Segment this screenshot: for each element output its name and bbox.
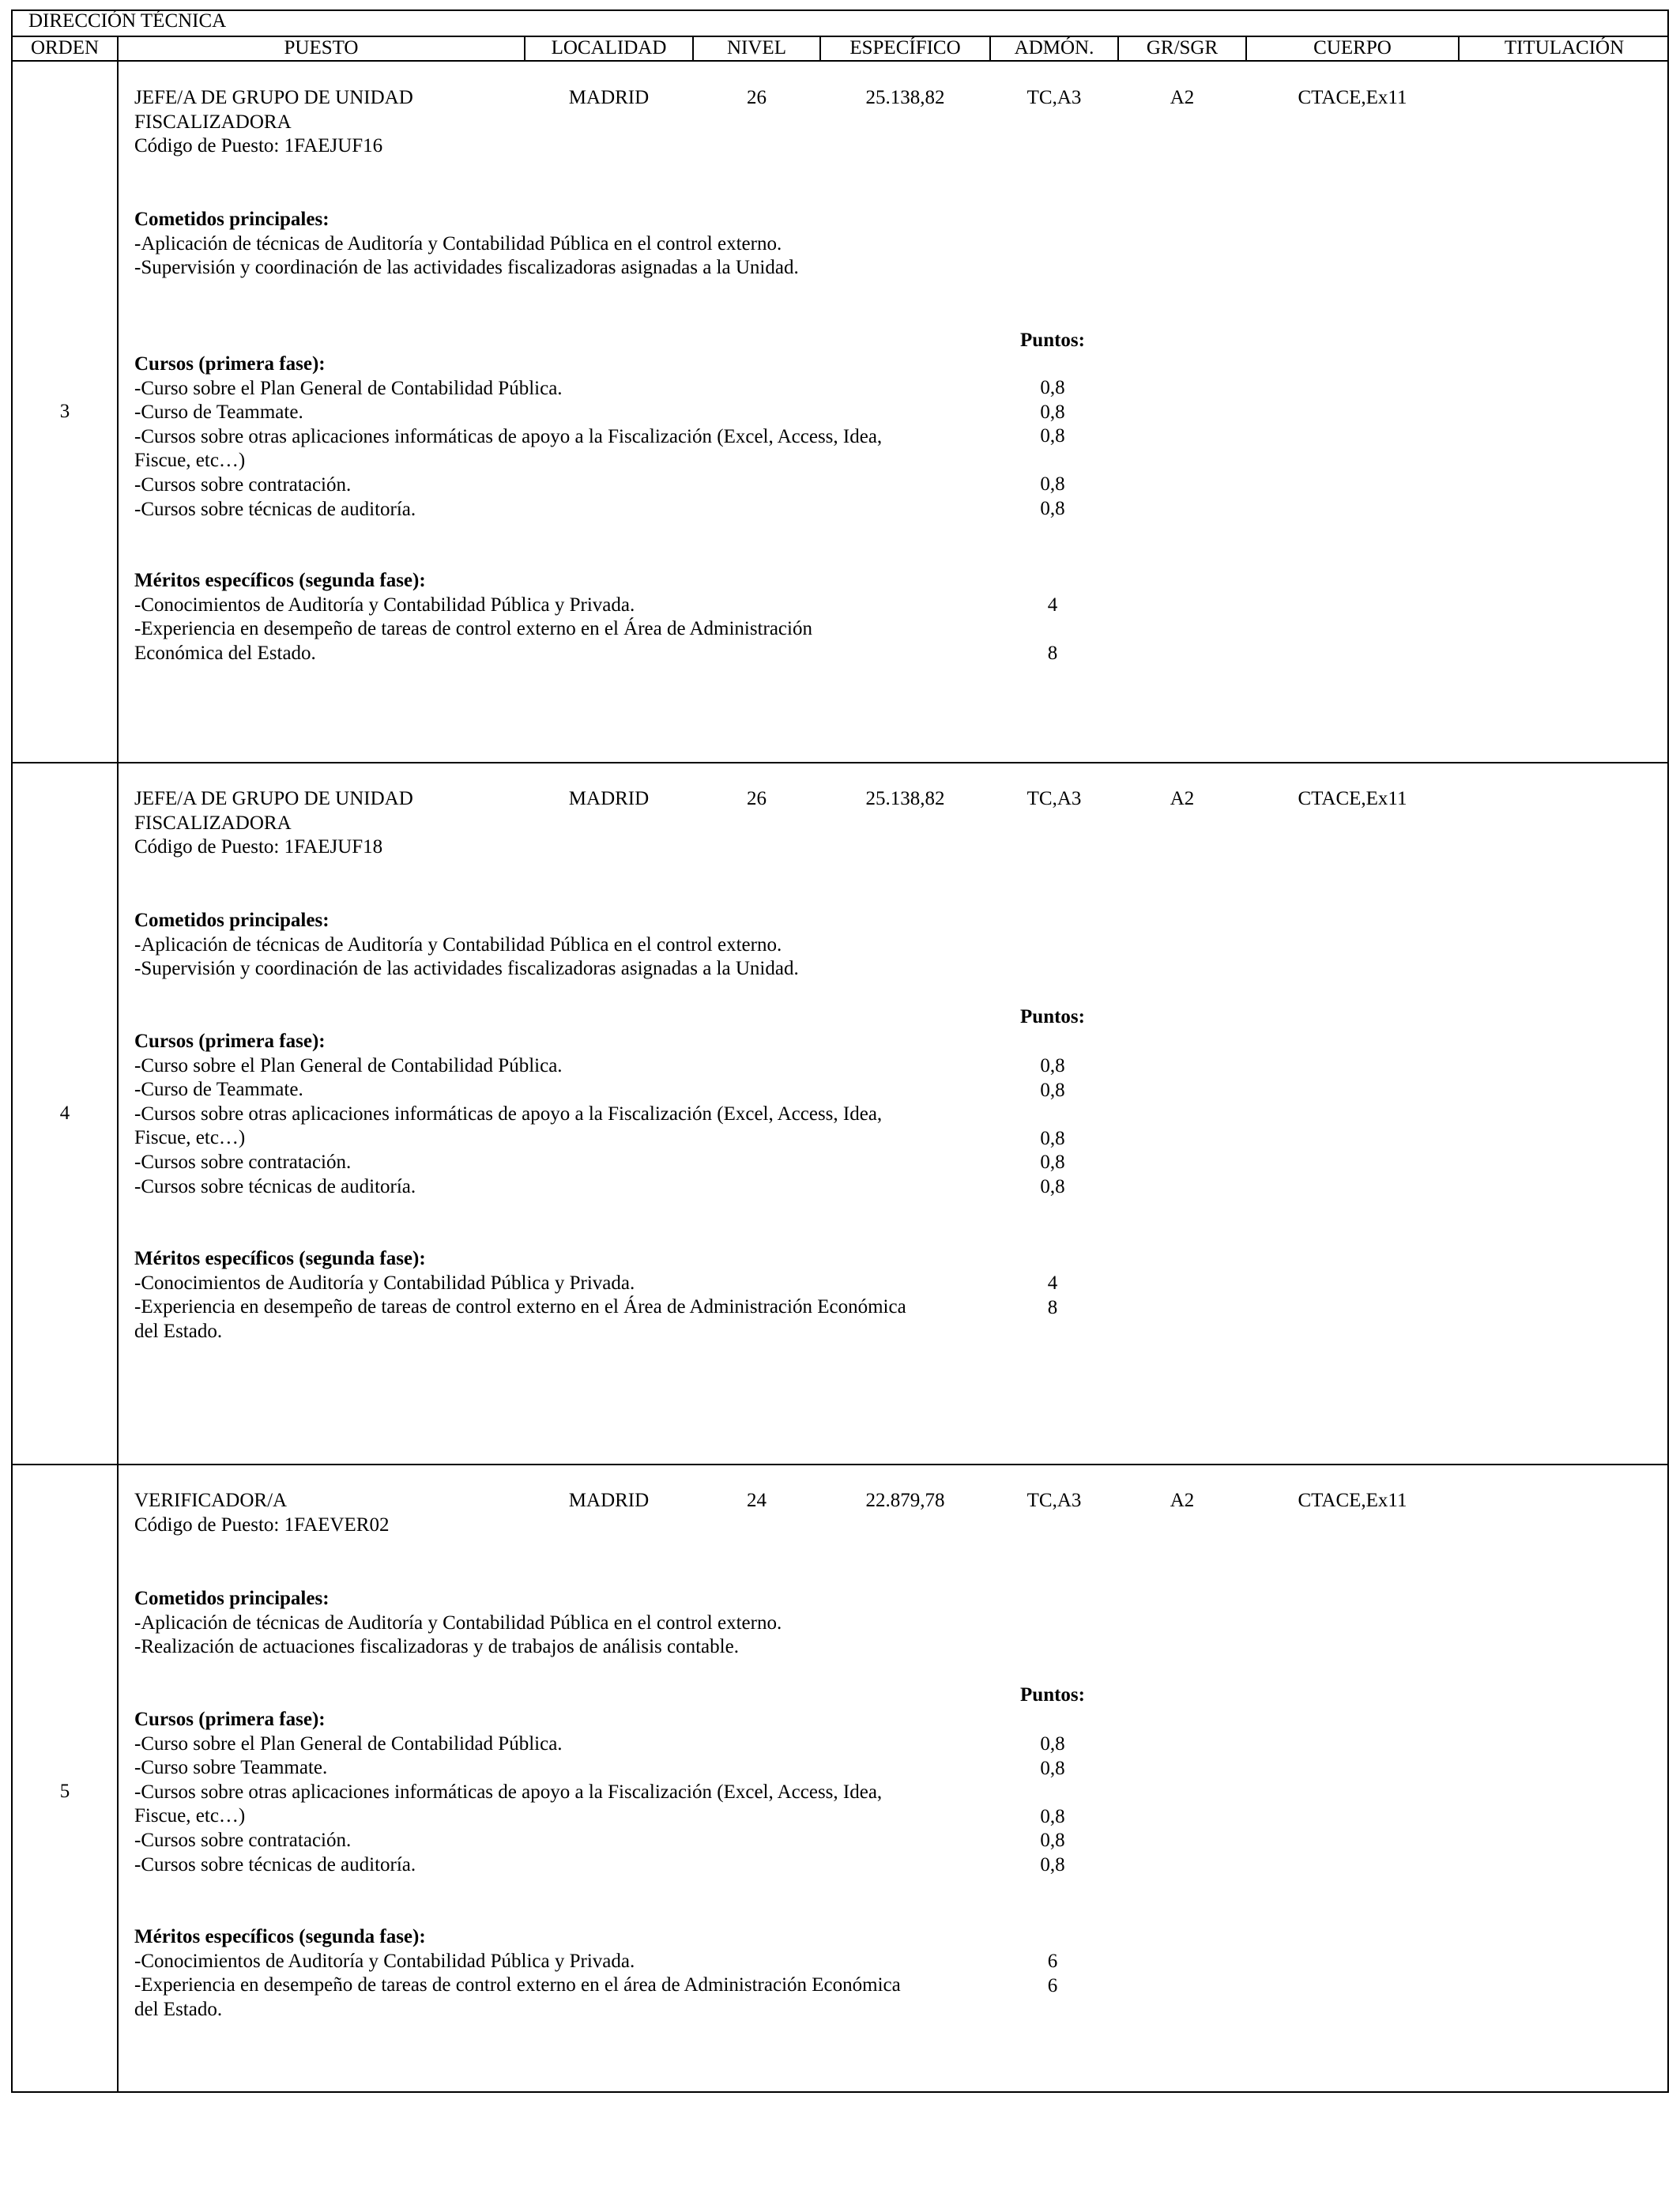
cursos-section — [134, 352, 882, 522]
curso-points-value: 0,8 — [1040, 1853, 1065, 1875]
merito-item: -Conocimientos de Auditoría y Contabilidad Pública y Privada. — [134, 594, 635, 616]
puesto-code: Código de Puesto: 1FAEJUF18 — [134, 836, 383, 858]
cursos-heading: Cursos (primera fase): — [134, 1031, 326, 1052]
curso-item: -Curso sobre el Plan General de Contabilidad Pública. — [134, 1054, 563, 1076]
gr-sgr-cell: A2 — [1170, 788, 1195, 809]
merito-item: del Estado. — [134, 1998, 223, 2020]
meritos-points — [1017, 1950, 1088, 1998]
merito-item: -Conocimientos de Auditoría y Contabilidad Pública y Privada. — [134, 1950, 635, 1972]
cometido-item: -Aplicación de técnicas de Auditoría y Contabilidad Pública en el control externo. — [134, 933, 782, 956]
puesto-code: Código de Puesto: 1FAEJUF16 — [134, 135, 383, 157]
curso-item: -Curso de Teammate. — [134, 401, 303, 424]
cometidos-heading: Cometidos principales: — [134, 910, 330, 931]
merito-points-value: 6 — [1047, 1974, 1058, 1996]
curso-item: Fiscue, etc…) — [134, 1127, 246, 1149]
column-header-puesto: PUESTO — [284, 37, 359, 58]
row-orden: 4 — [59, 1103, 70, 1124]
curso-points-value: 0,8 — [1040, 1830, 1065, 1852]
curso-points-value — [1017, 449, 1088, 473]
merito-item: -Experiencia en desempeño de tareas de control externo en el área de Administración Económica — [134, 1974, 901, 1996]
row-orden: 3 — [59, 401, 70, 422]
admon-cell: TC,A3 — [1026, 87, 1082, 108]
especifico-cell: 22.879,78 — [865, 1490, 945, 1511]
curso-points-value — [1017, 1781, 1088, 1805]
puesto-title-line: JEFE/A DE GRUPO DE UNIDAD — [134, 788, 413, 809]
nivel-cell: 26 — [747, 87, 767, 108]
curso-points-value: 0,8 — [1040, 1733, 1065, 1755]
cursos-section — [134, 1030, 882, 1199]
curso-points-value: 0,8 — [1040, 1152, 1065, 1174]
column-header-localidad: LOCALIDAD — [551, 37, 667, 58]
orden-column-divider — [117, 61, 119, 2092]
column-header-cuerpo: CUERPO — [1313, 37, 1392, 58]
merito-item: -Experiencia en desempeño de tareas de control externo en el Área de Administración — [134, 618, 812, 640]
cursos-points — [1017, 376, 1088, 522]
meritos-heading: Méritos específicos (segunda fase): — [134, 1248, 426, 1269]
especifico-cell: 25.138,82 — [865, 788, 945, 809]
admon-cell: TC,A3 — [1026, 788, 1082, 809]
cursos-points — [1017, 1054, 1088, 1200]
cuerpo-cell: CTACE,Ex11 — [1298, 87, 1407, 108]
curso-item: -Cursos sobre contratación. — [134, 1829, 352, 1851]
merito-points-value: 8 — [1047, 643, 1058, 665]
column-header-gr-sgr: GR/SGR — [1146, 37, 1219, 58]
cometidos-heading: Cometidos principales: — [134, 209, 330, 230]
curso-points-value: 0,8 — [1040, 1079, 1065, 1101]
merito-points-value: 4 — [1047, 594, 1058, 616]
cursos-heading: Cursos (primera fase): — [134, 353, 326, 375]
gr-sgr-cell: A2 — [1170, 1490, 1195, 1511]
curso-item: -Cursos sobre otras aplicaciones informáticas de apoyo a la Fiscalización (Excel, Access, Idea, — [134, 1103, 883, 1125]
curso-item: -Cursos sobre técnicas de auditoría. — [134, 1853, 416, 1875]
meritos-section — [134, 1925, 901, 2022]
puesto-title-line: VERIFICADOR/A — [134, 1490, 288, 1511]
meritos-section — [134, 569, 812, 665]
localidad-cell: MADRID — [568, 788, 650, 809]
curso-item: -Cursos sobre técnicas de auditoría. — [134, 498, 416, 520]
curso-points-value: 0,8 — [1040, 497, 1065, 519]
nivel-cell: 24 — [747, 1490, 767, 1511]
admon-cell: TC,A3 — [1026, 1490, 1082, 1511]
curso-item: -Curso sobre el Plan General de Contabilidad Pública. — [134, 1732, 563, 1755]
cursos-points — [1017, 1732, 1088, 1878]
curso-item: -Cursos sobre contratación. — [134, 473, 352, 496]
curso-points-value: 0,8 — [1040, 401, 1065, 423]
merito-points-value: 6 — [1047, 1951, 1058, 1972]
gr-sgr-cell: A2 — [1170, 87, 1195, 108]
curso-points-value: 0,8 — [1040, 1805, 1065, 1827]
curso-points-value: 0,8 — [1040, 1757, 1065, 1779]
puesto-cell — [134, 787, 413, 860]
column-header-admon: ADMÓN. — [1014, 37, 1094, 58]
column-header-titulacion: TITULACIÓN — [1504, 37, 1625, 58]
especifico-cell: 25.138,82 — [865, 87, 945, 108]
puntos-label: Puntos: — [1020, 1684, 1085, 1706]
curso-item: -Cursos sobre técnicas de auditoría. — [134, 1175, 416, 1197]
cometido-item: -Supervisión y coordinación de las actividades fiscalizadoras asignadas a la Unidad. — [134, 958, 799, 980]
column-header-nivel: NIVEL — [727, 37, 786, 58]
cuerpo-cell: CTACE,Ex11 — [1298, 788, 1407, 809]
column-header-orden: ORDEN — [30, 37, 100, 58]
curso-item: Fiscue, etc…) — [134, 1805, 246, 1827]
puesto-cell — [134, 86, 413, 159]
merito-item: del Estado. — [134, 1320, 223, 1342]
curso-item: -Cursos sobre otras aplicaciones informáticas de apoyo a la Fiscalización (Excel, Access, Idea, — [134, 425, 883, 447]
curso-item: -Cursos sobre contratación. — [134, 1151, 352, 1173]
meritos-section — [134, 1247, 906, 1344]
cometidos-section — [134, 909, 799, 982]
merito-points-value — [1017, 618, 1088, 643]
row-divider — [11, 1464, 1669, 1465]
puesto-title-line: JEFE/A DE GRUPO DE UNIDAD — [134, 87, 413, 108]
row-divider — [11, 762, 1669, 763]
puesto-title-line: FISCALIZADORA — [134, 111, 292, 133]
cuerpo-cell: CTACE,Ex11 — [1298, 1490, 1407, 1511]
curso-item: -Curso de Teammate. — [134, 1079, 303, 1101]
puntos-label: Puntos: — [1020, 1006, 1085, 1027]
cursos-heading: Cursos (primera fase): — [134, 1709, 326, 1730]
cursos-section — [134, 1708, 882, 1877]
merito-points-value: 4 — [1047, 1272, 1058, 1294]
cometidos-section — [134, 1587, 782, 1660]
puesto-code: Código de Puesto: 1FAEVER02 — [134, 1514, 390, 1536]
puesto-title-line: FISCALIZADORA — [134, 812, 292, 834]
merito-item: Económica del Estado. — [134, 642, 316, 664]
curso-points-value: 0,8 — [1040, 425, 1065, 447]
cometidos-heading: Cometidos principales: — [134, 1588, 330, 1609]
curso-points-value: 0,8 — [1040, 377, 1065, 398]
curso-points-value — [1017, 1103, 1088, 1127]
puesto-cell — [134, 1489, 389, 1537]
curso-item: Fiscue, etc…) — [134, 450, 246, 472]
meritos-points — [1017, 594, 1088, 666]
merito-points-value: 8 — [1047, 1296, 1058, 1318]
meritos-heading: Méritos específicos (segunda fase): — [134, 570, 426, 591]
nivel-cell: 26 — [747, 788, 767, 809]
cometido-item: -Aplicación de técnicas de Auditoría y Contabilidad Pública en el control externo. — [134, 232, 782, 254]
column-header-especifico: ESPECÍFICO — [849, 37, 961, 58]
curso-points-value: 0,8 — [1040, 473, 1065, 496]
curso-item: -Curso sobre Teammate. — [134, 1757, 328, 1779]
section-title: DIRECCIÓN TÉCNICA — [28, 10, 227, 32]
curso-points-value: 0,8 — [1040, 1127, 1065, 1149]
curso-points-value: 0,8 — [1040, 1055, 1065, 1076]
header-divider — [11, 60, 1669, 62]
curso-item: -Curso sobre el Plan General de Contabilidad Pública. — [134, 377, 563, 399]
puntos-label: Puntos: — [1020, 330, 1085, 351]
merito-item: -Conocimientos de Auditoría y Contabilidad Pública y Privada. — [134, 1272, 635, 1294]
cometidos-section — [134, 208, 799, 281]
merito-item: -Experiencia en desempeño de tareas de control externo en el Área de Administración Económica — [134, 1296, 906, 1318]
cometido-item: -Supervisión y coordinación de las actividades fiscalizadoras asignadas a la Unidad. — [134, 257, 799, 279]
localidad-cell: MADRID — [568, 1490, 650, 1511]
cometido-item: -Realización de actuaciones fiscalizadoras y de trabajos de análisis contable. — [134, 1636, 739, 1658]
curso-points-value: 0,8 — [1040, 1175, 1065, 1197]
row-orden: 5 — [59, 1781, 70, 1802]
meritos-points — [1017, 1272, 1088, 1320]
cometido-item: -Aplicación de técnicas de Auditoría y Contabilidad Pública en el control externo. — [134, 1612, 782, 1634]
localidad-cell: MADRID — [568, 87, 650, 108]
curso-item: -Cursos sobre otras aplicaciones informáticas de apoyo a la Fiscalización (Excel, Access, Idea, — [134, 1781, 883, 1803]
meritos-heading: Méritos específicos (segunda fase): — [134, 1926, 426, 1947]
